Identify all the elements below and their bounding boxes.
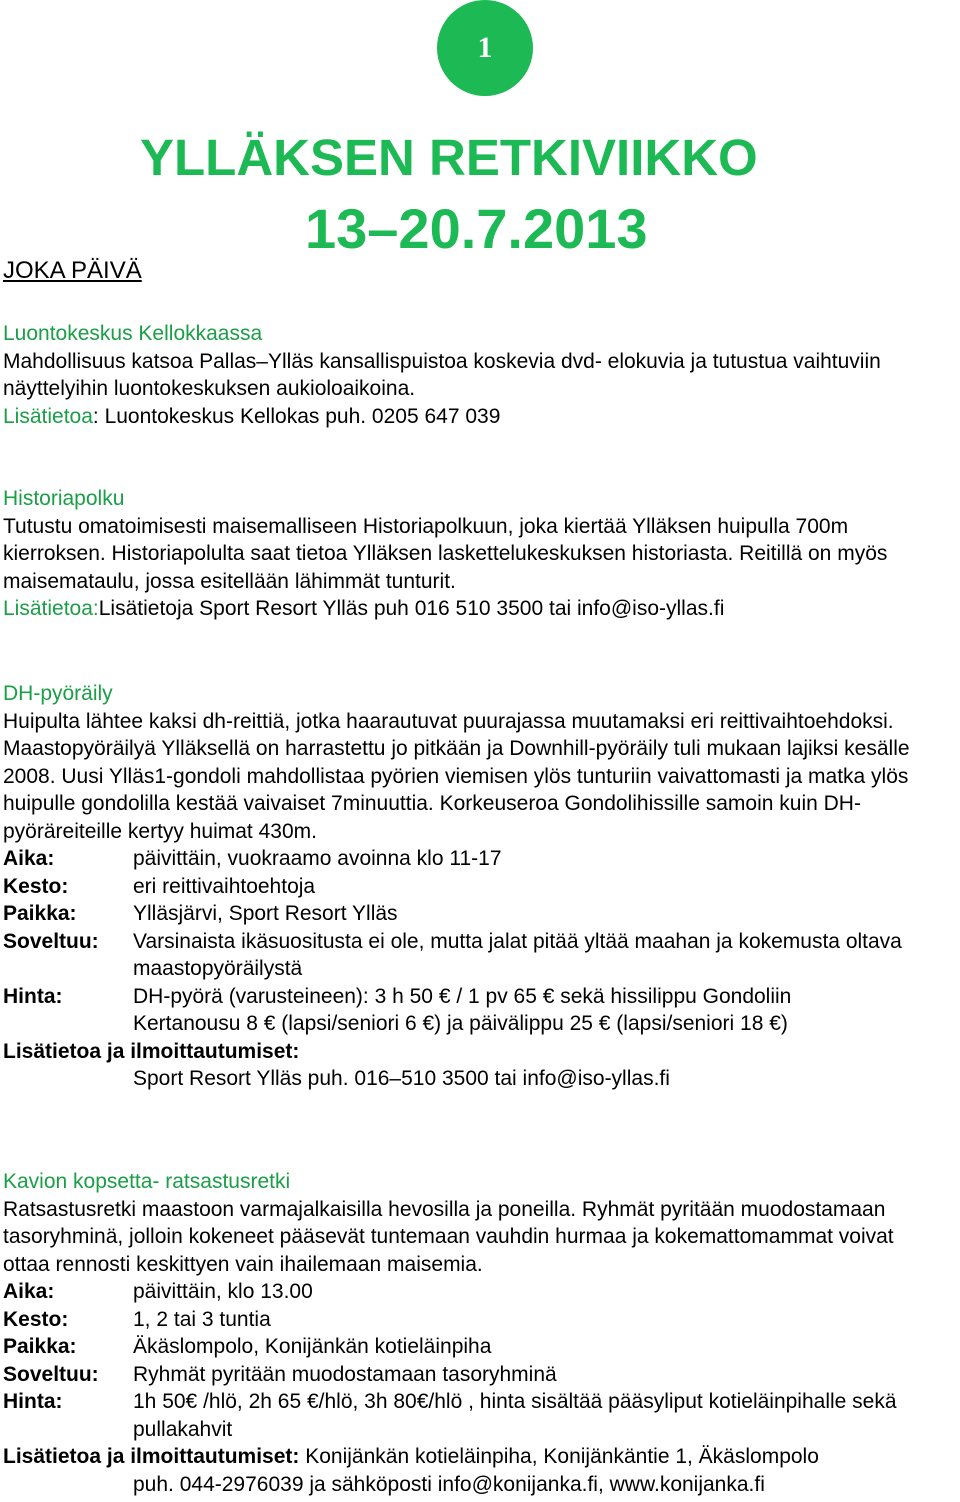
dh-label: Kesto:: [3, 874, 69, 898]
dh-label: Soveltuu:: [3, 929, 99, 953]
kavio-info-text-2: puh. 044-2976039 ja sähköposti info@konijanka.fi, www.konijanka.fi: [133, 1472, 765, 1496]
page-title: YLLÄKSEN RETKIVIIKKO: [140, 129, 758, 186]
kavio-row-soveltuu: [3, 1361, 958, 1389]
kavio-info-text: Konijänkän kotieläinpiha, Konijänkäntie 1, Äkäslompolo: [305, 1445, 819, 1468]
kavio-value: Ryhmät pyritään muodostamaan tasoryhminä: [133, 1362, 557, 1386]
luontokeskus-info-label: Lisätietoa: [3, 404, 93, 428]
dh-label: Paikka:: [3, 902, 77, 925]
kavio-value: 1h 50€ /hlö, 2h 65 €/hlö, 3h 80€/hlö , hinta sisältää pääsyliput kotieläinpihalle sekä pullakahvit: [133, 1390, 897, 1441]
kavio-value: Äkäslompolo, Konijänkän kotieläinpiha: [133, 1335, 492, 1358]
dh-value: Ylläsjärvi, Sport Resort Ylläs: [133, 902, 398, 925]
historiapolku-info-text: Lisätietoja Sport Resort Ylläs puh 016 510 3500 tai info@iso-yllas.fi: [98, 597, 725, 620]
kavio-section: [3, 1168, 958, 1498]
kavio-row-paikka: [3, 1333, 958, 1361]
luontokeskus-info: [3, 403, 958, 431]
kavio-label: Soveltuu:: [3, 1362, 99, 1386]
kavio-row-hinta: [3, 1388, 958, 1443]
dh-label: Hinta:: [3, 984, 63, 1008]
dh-value: päivittäin, vuokraamo avoinna klo 11-17: [133, 847, 502, 870]
kavio-label: Paikka:: [3, 1335, 77, 1358]
luontokeskus-text: Mahdollisuus katsoa Pallas–Ylläs kansallispuistoa koskevia dvd- elokuvia ja tutustua vaihtuviin näyttelyihin luontokeskuksen aukioloaikoina.: [3, 349, 881, 400]
luontokeskus-section: [3, 320, 958, 430]
historiapolku-text: Tutustu omatoimisesti maisemalliseen Historiapolkuun, joka kiertää Ylläksen huipulla 700m kierroksen. Historiapolulta saat tietoa Ylläksen laskettelukeskuksen historiasta. Reitillä on myös maisemataulu, jossa esitellään lähimmät tunturit.: [3, 514, 888, 593]
page-title-dates: 13–20.7.2013: [305, 197, 648, 260]
dh-row-kesto: [3, 873, 958, 901]
dh-value: eri reittivaihtoehtoja: [133, 874, 316, 898]
dh-section: [3, 680, 958, 1093]
dh-label: Aika:: [3, 847, 55, 870]
historiapolku-info-label: Lisätietoa:: [3, 597, 99, 620]
dh-value: Varsinaista ikäsuositusta ei ole, mutta jalat pitää yltää maahan ja kokemusta oltava maastopyöräilystä: [133, 929, 902, 980]
historiapolku-heading: Historiapolku: [3, 487, 125, 510]
kavio-label: Hinta:: [3, 1390, 63, 1413]
dh-value: DH-pyörä (varusteineen): 3 h 50 € / 1 pv 65 € sekä hissilippu Gondoliin Kertanousu 8 € (lapsi/seniori 6 €) ja päivälippu 25 € (lapsi/seniori 18 €): [133, 984, 792, 1035]
kavio-text: Ratsastusretki maastoon varmajalkaisilla hevosilla ja poneilla. Ryhmät pyritään muodostamaan tasoryhminä, jolloin kokeneet pääsevät tuntemaan vauhdin hurmaa ja kokemattomammat voivat ottaa rennosti keskittyen vain ihailemaan maisemia.: [3, 1197, 894, 1276]
kavio-label: Kesto:: [3, 1307, 69, 1331]
kavio-value: 1, 2 tai 3 tuntia: [133, 1307, 271, 1331]
luontokeskus-heading: Luontokeskus Kellokkaassa: [3, 322, 263, 345]
page-number-badge: 1: [437, 0, 533, 96]
historiapolku-info: [3, 595, 958, 623]
dh-row-aika: [3, 845, 958, 873]
dh-row-hinta: [3, 983, 958, 1038]
kavio-value: päivittäin, klo 13.00: [133, 1280, 313, 1303]
kavio-row-kesto: [3, 1306, 958, 1334]
dh-info-label: Lisätietoa ja ilmoittautumiset:: [3, 1039, 300, 1063]
historiapolku-section: [3, 485, 958, 623]
dh-heading: DH-pyöräily: [3, 682, 113, 705]
kavio-heading: Kavion kopsetta- ratsastusretki: [3, 1170, 291, 1193]
dh-row-paikka: [3, 900, 958, 928]
dh-text: Huipulta lähtee kaksi dh-reittiä, jotka haarautuvat puurajassa muutamaksi eri reittivaihtoehdoksi. Maastopyöräilyä Ylläksellä on harrastettu jo pitkään ja Downhill-pyöräily tuli mukaan lajiksi kesälle 2008. Uusi Ylläs1-gondoli mahdollistaa pyörien viemisen ylös tunturiin vaivattomasti ja matka ylös huipulle gondolilla kestää vaivaiset 7minuuttia. Korkeuseroa Gondolihissille samoin kuin DH-pyöräreiteille kertyy huimat 430m.: [3, 709, 910, 843]
dh-row-soveltuu: [3, 928, 958, 983]
kavio-row-aika: [3, 1278, 958, 1306]
section-heading-every-day: JOKA PÄIVÄ: [3, 257, 142, 284]
dh-info-text: Sport Resort Ylläs puh. 016–510 3500 tai info@iso-yllas.fi: [133, 1067, 670, 1090]
kavio-label: Aika:: [3, 1280, 55, 1303]
luontokeskus-info-text: : Luontokeskus Kellokas puh. 0205 647 039: [92, 404, 501, 428]
kavio-info: [3, 1443, 958, 1471]
kavio-info-label: Lisätietoa ja ilmoittautumiset:: [3, 1445, 300, 1468]
